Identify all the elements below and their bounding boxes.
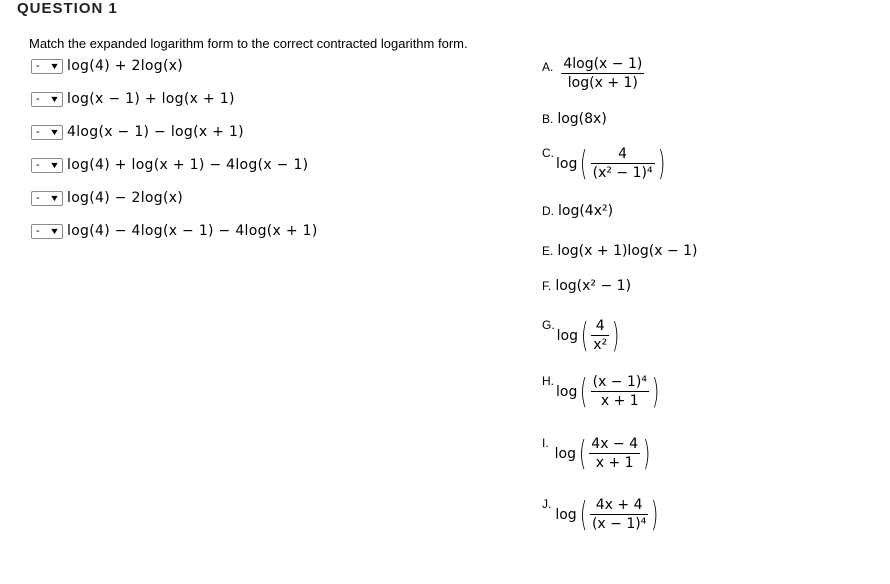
fraction-denominator: x² — [593, 337, 608, 353]
chevron-down-icon: ▼ — [49, 93, 60, 104]
left-paren: ( — [579, 494, 587, 535]
fraction-denominator: x + 1 — [595, 455, 634, 471]
chevron-down-icon: ▼ — [49, 126, 60, 137]
match-row-3 — [31, 123, 244, 141]
option-expression: log(8x) — [557, 111, 607, 127]
fraction-denominator: x + 1 — [600, 393, 639, 409]
fraction-numerator: 4 — [595, 318, 605, 334]
fraction-denominator: (x² − 1)⁴ — [592, 165, 653, 181]
option-letter: I. — [542, 436, 549, 450]
log-label: log — [555, 506, 577, 523]
select-value: - — [36, 93, 40, 105]
left-paren: ( — [580, 143, 588, 184]
select-value: - — [36, 225, 40, 237]
expanded-expression: log(4) + log(x + 1) − 4log(x − 1) — [67, 157, 309, 173]
option-a — [542, 56, 644, 91]
option-h-fraction — [591, 374, 649, 409]
option-letter: E. — [542, 244, 554, 258]
option-expression: log(x + 1)log(x − 1) — [557, 243, 698, 259]
option-i — [542, 433, 653, 474]
fraction-denominator: log(x + 1) — [567, 75, 638, 91]
log-label: log — [556, 383, 578, 400]
fraction-numerator: 4x + 4 — [595, 497, 643, 513]
log-label: log — [556, 327, 579, 344]
option-letter: G. — [542, 318, 555, 332]
fraction-numerator: 4log(x − 1) — [563, 56, 643, 72]
log-label: log — [556, 155, 578, 172]
match-select-4[interactable] — [31, 158, 63, 173]
left-paren: ( — [580, 371, 588, 412]
option-e — [542, 243, 698, 259]
left-paren: ( — [579, 433, 587, 474]
expanded-expression: log(x − 1) + log(x + 1) — [67, 91, 235, 107]
option-expression: log(4x²) — [558, 203, 614, 219]
match-select-3[interactable] — [31, 125, 63, 140]
option-b — [542, 111, 607, 127]
expanded-expression: log(4) − 4log(x − 1) − 4log(x + 1) — [67, 223, 318, 239]
option-letter: A. — [542, 60, 554, 74]
log-label: log — [554, 445, 577, 462]
left-paren: ( — [581, 315, 589, 356]
select-value: - — [36, 126, 40, 138]
chevron-down-icon: ▼ — [49, 192, 60, 203]
fraction-denominator: (x − 1)⁴ — [591, 516, 647, 532]
select-value: - — [36, 159, 40, 171]
right-paren: ) — [612, 315, 620, 356]
option-letter: B. — [542, 112, 554, 126]
match-row-6 — [31, 222, 318, 240]
question-title: QUESTION 1 — [17, 0, 118, 17]
option-c-fraction — [591, 146, 655, 181]
option-letter: D. — [542, 204, 554, 218]
fraction-numerator: 4 — [618, 146, 628, 162]
select-value: - — [36, 60, 40, 72]
option-j-fraction — [590, 497, 648, 532]
option-a-fraction — [561, 56, 644, 91]
expanded-expression: log(4) − 2log(x) — [67, 190, 184, 206]
fraction-numerator: (x − 1)⁴ — [592, 374, 647, 390]
match-select-6[interactable] — [31, 224, 63, 239]
expanded-expression: 4log(x − 1) − log(x + 1) — [67, 124, 244, 140]
select-value: - — [36, 192, 40, 204]
question-prompt: Match the expanded logarithm form to the correct contracted logarithm form. — [29, 36, 468, 51]
chevron-down-icon: ▼ — [49, 225, 60, 236]
match-row-2 — [31, 90, 235, 108]
option-letter: F. — [542, 279, 552, 293]
option-g-fraction — [591, 318, 609, 353]
expanded-expression: log(4) + 2log(x) — [67, 58, 184, 74]
option-f — [542, 278, 631, 294]
match-row-1 — [31, 57, 183, 75]
match-row-4 — [31, 156, 308, 174]
option-letter: J. — [542, 497, 552, 511]
option-letter: C. — [542, 146, 554, 160]
option-expression: log(x² − 1) — [555, 278, 632, 294]
option-g — [542, 315, 622, 356]
right-paren: ) — [657, 143, 665, 184]
match-select-1[interactable] — [31, 59, 63, 74]
option-letter: H. — [542, 374, 554, 388]
match-select-2[interactable] — [31, 92, 63, 107]
chevron-down-icon: ▼ — [49, 60, 60, 71]
option-d — [542, 203, 613, 219]
right-paren: ) — [643, 433, 651, 474]
chevron-down-icon: ▼ — [49, 159, 60, 170]
match-select-5[interactable] — [31, 191, 63, 206]
fraction-numerator: 4x − 4 — [591, 436, 639, 452]
option-c — [542, 143, 668, 184]
right-paren: ) — [651, 494, 659, 535]
option-h — [542, 371, 662, 412]
option-i-fraction — [589, 436, 640, 471]
match-row-5 — [31, 189, 183, 207]
option-j — [542, 494, 662, 535]
right-paren: ) — [651, 371, 660, 412]
